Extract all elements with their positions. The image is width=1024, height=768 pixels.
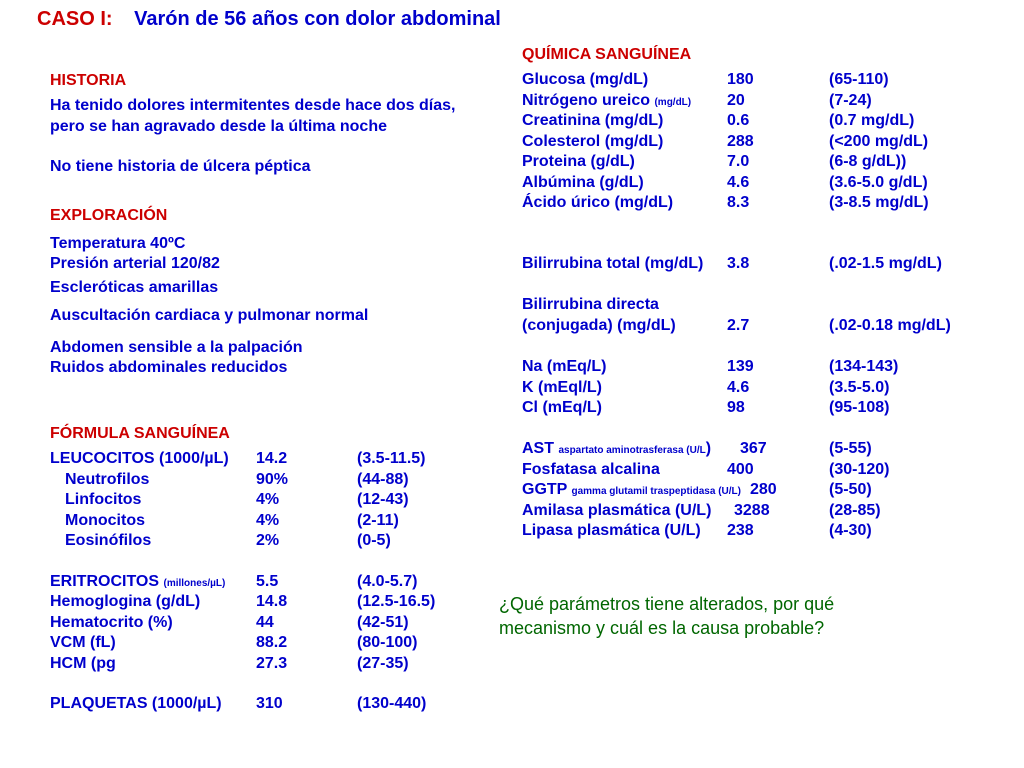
question-line: ¿Qué parámetros tiene alterados, por qué xyxy=(499,594,835,614)
lab-value: 310 xyxy=(256,695,283,712)
formula-table xyxy=(50,449,470,715)
lab-label: Bilirrubina total (mg/dL) xyxy=(522,255,704,272)
lab-value: 8.3 xyxy=(727,194,750,211)
lab-value: 14.8 xyxy=(256,593,288,610)
lab-label: Bilirrubina directa xyxy=(522,296,659,313)
lab-value: 0.6 xyxy=(727,112,750,129)
lab-unit: (millones/µL) xyxy=(163,577,226,589)
lab-range: (3.5-5.0) xyxy=(829,378,890,396)
lab-range: (.02-1.5 mg/dL) xyxy=(829,255,942,272)
lab-label: Ácido úrico (mg/dL) xyxy=(522,194,674,211)
lab-value: 3.8 xyxy=(727,255,750,272)
lab-value: 280 xyxy=(750,481,777,498)
lab-label-text: AST xyxy=(522,440,554,457)
lab-range: (6-8 g/dL)) xyxy=(829,153,907,170)
exploracion-line: Escleróticas amarillas xyxy=(50,279,219,296)
lab-value: 20 xyxy=(727,91,745,109)
table-row xyxy=(50,633,470,654)
lab-label xyxy=(50,572,225,594)
lab-label: Neutrofilos xyxy=(65,470,150,488)
table-row xyxy=(522,398,1012,419)
lab-value: 88.2 xyxy=(256,634,288,651)
lab-range: (<200 mg/dL) xyxy=(829,132,929,150)
lab-range: (44-88) xyxy=(357,470,409,488)
lab-label: Cl (mEq/L) xyxy=(522,399,602,416)
exploracion-line: Ruidos abdominales reducidos xyxy=(50,359,288,376)
table-row xyxy=(50,490,470,511)
lab-label: LEUCOCITOS (1000/µL) xyxy=(50,450,229,467)
lab-range: (30-120) xyxy=(829,460,890,478)
lab-range: (3.6-5.0 g/dL) xyxy=(829,173,928,191)
lab-label: Hematocrito (%) xyxy=(50,613,173,631)
table-row xyxy=(522,295,1012,316)
lab-label xyxy=(522,439,711,461)
table-row xyxy=(522,480,1012,501)
table-row xyxy=(50,531,470,552)
case-title xyxy=(37,8,501,31)
lab-label: Na (mEq/L) xyxy=(522,358,607,375)
lab-label: (conjugada) (mg/dL) xyxy=(522,316,676,334)
lab-range: (65-110) xyxy=(829,71,889,88)
lab-range: (95-108) xyxy=(829,399,890,416)
bilirrubina-directa-table xyxy=(522,295,1012,336)
lab-value: 14.2 xyxy=(256,450,288,467)
lab-label: Lipasa plasmática (U/L) xyxy=(522,522,701,539)
table-row xyxy=(50,511,470,532)
table-row xyxy=(522,316,1012,337)
lab-label-text: GGTP xyxy=(522,481,568,498)
lab-value: 7.0 xyxy=(727,153,750,170)
exploracion-line: Auscultación cardiaca y pulmonar normal xyxy=(50,307,369,324)
table-row xyxy=(50,592,470,613)
quimica-table xyxy=(522,70,1012,214)
historia-line: No tiene historia de úlcera péptica xyxy=(50,158,311,175)
exploracion-line: Temperatura 40ºC xyxy=(50,235,186,252)
enzimas-table xyxy=(522,439,1012,542)
lab-value: 4.6 xyxy=(727,378,750,396)
case-subtitle: Varón de 56 años con dolor abdominal xyxy=(134,8,501,30)
lab-value: 90% xyxy=(256,470,289,488)
lab-value: 180 xyxy=(727,71,754,88)
lab-range: (3.5-11.5) xyxy=(357,450,426,467)
table-row xyxy=(522,91,1012,112)
historia-line: Ha tenido dolores intermitentes desde hace dos días, xyxy=(50,97,456,114)
table-row xyxy=(522,521,1012,542)
spacer xyxy=(50,674,470,694)
historia-line: pero se han agravado desde la última noche xyxy=(50,118,387,135)
table-row xyxy=(522,173,1012,194)
table-row xyxy=(50,613,470,634)
lab-value: 98 xyxy=(727,399,745,416)
lab-value: 400 xyxy=(727,460,754,478)
lab-value: 2.7 xyxy=(727,316,750,334)
lab-label: Glucosa (mg/dL) xyxy=(522,71,649,88)
lab-label: Proteina (g/dL) xyxy=(522,153,635,170)
quimica-heading: QUÍMICA SANGUÍNEA xyxy=(522,46,692,63)
table-row xyxy=(50,654,470,675)
table-row xyxy=(50,694,470,715)
bilirrubina-table xyxy=(522,254,1012,275)
lab-value: 27.3 xyxy=(256,654,288,672)
table-row xyxy=(50,572,470,593)
lab-label: VCM (fL) xyxy=(50,634,116,651)
lab-range: (3-8.5 mg/dL) xyxy=(829,194,929,211)
table-row xyxy=(522,460,1012,481)
exploracion-heading: EXPLORACIÓN xyxy=(50,207,168,224)
table-row xyxy=(522,501,1012,522)
lab-label: PLAQUETAS (1000/µL) xyxy=(50,695,222,712)
lab-range: (12.5-16.5) xyxy=(357,593,436,610)
table-row xyxy=(522,132,1012,153)
lab-label: Eosinófilos xyxy=(65,532,152,549)
lab-label-suffix: ) xyxy=(705,440,712,457)
lab-label: Albúmina (g/dL) xyxy=(522,173,644,191)
table-row xyxy=(522,193,1012,214)
spacer xyxy=(50,552,470,572)
lab-range: (42-51) xyxy=(357,613,409,631)
lab-range: (5-55) xyxy=(829,440,872,457)
lab-label: HCM (pg xyxy=(50,654,116,672)
lab-value: 5.5 xyxy=(256,572,279,590)
lab-value: 4.6 xyxy=(727,173,750,191)
lab-label: Creatinina (mg/dL) xyxy=(522,112,664,129)
table-row xyxy=(522,439,1012,460)
lab-label xyxy=(522,91,691,113)
lab-value: 4% xyxy=(256,511,280,529)
historia-heading: HISTORIA xyxy=(50,72,127,89)
lab-value: 139 xyxy=(727,358,754,375)
lab-value: 44 xyxy=(256,613,274,631)
lab-range: (4-30) xyxy=(829,522,872,539)
table-row xyxy=(522,254,1012,275)
table-row xyxy=(522,152,1012,173)
lab-range: (2-11) xyxy=(357,511,399,529)
lab-range: (134-143) xyxy=(829,358,899,375)
table-row xyxy=(522,357,1012,378)
electrolitos-table xyxy=(522,357,1012,419)
lab-label: Amilasa plasmática (U/L) xyxy=(522,501,712,519)
lab-unit: gamma glutamil traspeptidasa (U/L) xyxy=(571,486,741,497)
lab-value: 288 xyxy=(727,132,754,150)
lab-value: 3288 xyxy=(734,501,770,519)
table-row xyxy=(50,449,470,470)
lab-range: (28-85) xyxy=(829,501,881,519)
lab-range: (0.7 mg/dL) xyxy=(829,112,915,129)
lab-range: (130-440) xyxy=(357,695,427,712)
lab-label: Linfocitos xyxy=(65,491,142,508)
table-row xyxy=(522,70,1012,91)
exploracion-line: Presión arterial 120/82 xyxy=(50,255,220,272)
lab-label: Fosfatasa alcalina xyxy=(522,460,660,478)
lab-value: 367 xyxy=(740,440,767,457)
lab-unit: aspartato aminotrasferasa (U/L xyxy=(558,445,706,456)
question-line: mecanismo y cuál es la causa probable? xyxy=(499,618,825,638)
lab-range: (27-35) xyxy=(357,654,409,672)
lab-label xyxy=(522,480,741,502)
table-row xyxy=(50,470,470,491)
lab-label: K (mEql/L) xyxy=(522,378,602,396)
lab-label: Colesterol (mg/dL) xyxy=(522,132,664,150)
table-row xyxy=(522,378,1012,399)
lab-unit: (mg/dL) xyxy=(654,96,692,108)
lab-range: (7-24) xyxy=(829,91,872,109)
lab-label-text: Nitrógeno ureico xyxy=(522,91,651,109)
lab-range: (80-100) xyxy=(357,634,418,651)
table-row xyxy=(522,111,1012,132)
lab-range: (0-5) xyxy=(357,532,391,549)
lab-value: 4% xyxy=(256,491,280,508)
lab-range: (4.0-5.7) xyxy=(357,572,418,590)
lab-range: (5-50) xyxy=(829,481,872,498)
lab-label: Hemoglogina (g/dL) xyxy=(50,593,201,610)
lab-value: 238 xyxy=(727,522,754,539)
lab-value: 2% xyxy=(256,532,280,549)
exploracion-line: Abdomen sensible a la palpación xyxy=(50,339,303,356)
lab-range: (12-43) xyxy=(357,491,409,508)
lab-label: Monocitos xyxy=(65,511,145,529)
lab-range: (.02-0.18 mg/dL) xyxy=(829,316,951,334)
case-number: CASO I: xyxy=(37,8,113,30)
lab-label-text: ERITROCITOS xyxy=(50,572,160,590)
formula-heading: FÓRMULA SANGUÍNEA xyxy=(50,425,230,442)
